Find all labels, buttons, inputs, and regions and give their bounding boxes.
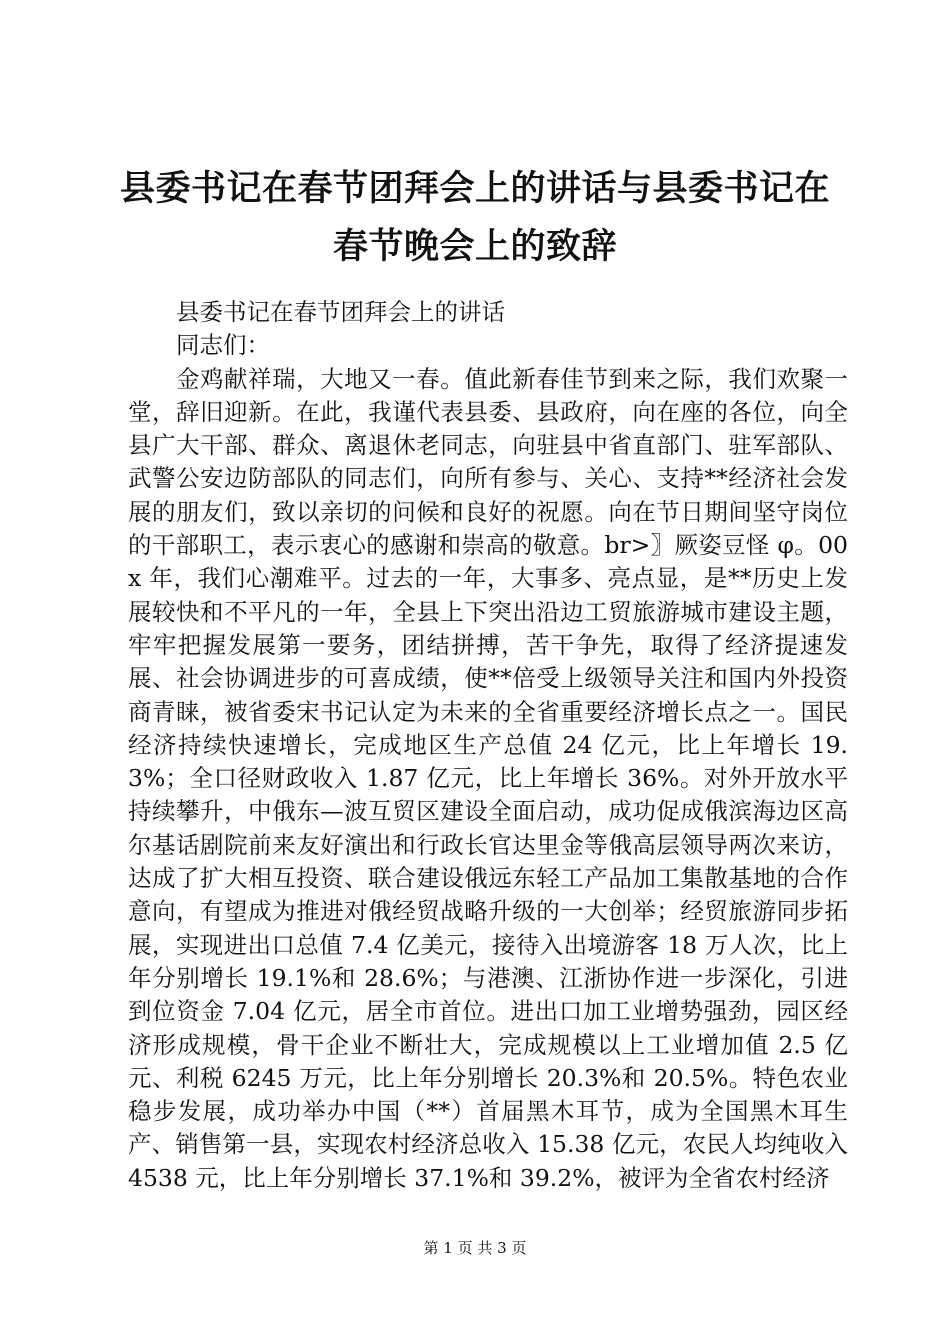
document-title: [110, 160, 840, 276]
section-subtitle: 县委书记在春节团拜会上的讲话: [176, 298, 505, 326]
page-footer: 第 1 页 共 3 页: [423, 1239, 527, 1257]
salutation: 同志们：: [176, 331, 270, 360]
title-line-1: 县委书记在春节团拜会上的讲话与县委书记在: [119, 168, 830, 209]
body-paragraph: 金鸡献祥瑞，大地又一春。值此新春佳节到来之际，我们欢聚一堂，辞旧迎新。在此，我谨代表县委、县政府，向在座的各位，向全县广大干部、群众、离退休老同志，向驻县中省直部门、驻军部队、武警公安边防部队的同志们，向所有参与、关心、支持**经济社会发展的朋友们，致以亲切的问候和良好的祝愿。向在节日期间坚守岗位的干部职工，表示衷心的感谢和崇高的敬意。br>〗厥姿豆怪 φ。00x 年，我们心潮难平。过去的一年，大事多、亮点显，是**历史上发展较快和不平凡的一年，全县上下突出沿边工贸旅游城市建设主题，牢牢把握发展第一要务，团结拼搏，苦干争先，取得了经济提速发展、社会协调进步的可喜成绩，使**倍受上级领导关注和国内外投资商青睐，被省委宋书记认定为未来的全省重要经济增长点之一。国民经济持续快速增长，完成地区生产总值 24 亿元，比上年增长 19.3%；全口径财政收入 1.87 亿元，比上年增长 36%。对外开放水平持续攀升，中俄东—波互贸区建设全面启动，成功促成俄滨海边区高尔基话剧院前来友好演出和行政长官达里金等俄高层领导两次来访，达成了扩大相互投资、联合建设俄远东轻工产品加工集散基地的合作意向，有望成为推进对俄经贸战略升级的一大创举；经贸旅游同步拓展，实现进出口总值 7.4 亿美元，接待入出境游客 18 万人次，比上年分别增长 19.1%和 28.6%；与港澳、江浙协作进一步深化，引进到位资金 7.04 亿元，居全市首位。进出口加工业增势强劲，园区经济形成规模，骨干企业不断壮大，完成规模以上工业增加值 2.5 亿元、利税 6245 万元，比上年分别增长 20.3%和 20.5%。特色农业稳步发展，成功举办中国（**）首届黑木耳节，成为全国黑木耳生产、销售第一县，实现农村经济总收入 15.38 亿元，农民人均纯收入 4538 元，比上年分别增长 37.1%和 39.2%，被评为全省农村经济: [128, 364, 848, 1192]
title-line-2: 春节晚会上的致辞: [332, 226, 617, 267]
document-body: [128, 296, 848, 1195]
